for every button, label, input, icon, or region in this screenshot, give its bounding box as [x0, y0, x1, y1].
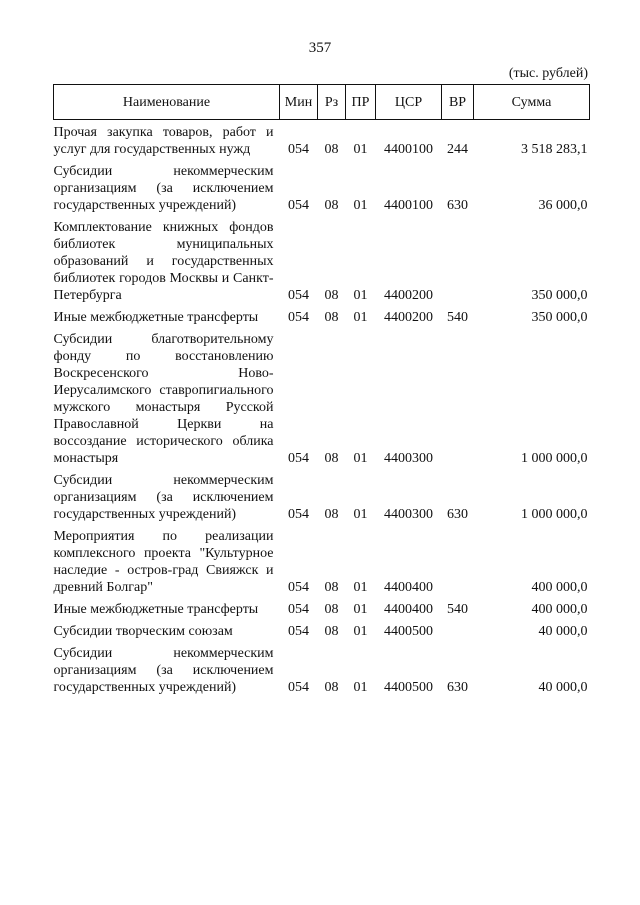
header-name: Наименование — [54, 85, 280, 120]
cell-min: 054 — [288, 198, 309, 213]
units-label: (тыс. рублей) — [508, 66, 588, 81]
cell-rz: 08 — [324, 507, 339, 522]
cell-name: Иные межбюджетные трансферты — [53, 602, 259, 617]
cell-vr — [442, 327, 474, 468]
table-row — [54, 468, 590, 524]
cell-csr: 4400300 — [384, 451, 433, 466]
cell-sum: 400 000,0 — [531, 602, 588, 617]
cell-min: 054 — [288, 580, 309, 595]
cell-min: 054 — [288, 142, 309, 157]
cell-vr: 540 — [447, 602, 468, 617]
cell-csr: 4400300 — [384, 507, 433, 522]
cell-name: Субсидии благотворительному фонду по восстановлению Воскресенского Ново-Иерусалимского ставропигиального мужского монастыря Русской Православной Церкви на воссоздание исторического облика монастыря — [53, 332, 274, 466]
cell-pr: 01 — [353, 142, 368, 157]
cell-csr: 4400100 — [384, 142, 433, 157]
cell-csr: 4400200 — [384, 288, 433, 303]
cell-name: Мероприятия по реализации комплексного проекта "Культурное наследие - остров-град Свияжск и древний Болгар" — [53, 529, 274, 595]
table-row — [54, 215, 590, 305]
cell-vr — [442, 524, 474, 597]
cell-pr: 01 — [353, 624, 368, 639]
cell-min: 054 — [288, 680, 309, 695]
cell-name: Субсидии некоммерческим организациям (за исключением государственных учреждений) — [53, 164, 274, 213]
cell-csr: 4400500 — [384, 624, 433, 639]
table-header-row — [54, 85, 590, 120]
cell-pr: 01 — [353, 451, 368, 466]
cell-rz: 08 — [324, 580, 339, 595]
cell-vr: 630 — [447, 680, 468, 695]
cell-csr: 4400400 — [384, 602, 433, 617]
cell-rz: 08 — [324, 602, 339, 617]
cell-name: Иные межбюджетные трансферты — [53, 310, 259, 325]
table-row — [54, 524, 590, 597]
cell-pr: 01 — [353, 288, 368, 303]
cell-sum: 1 000 000,0 — [521, 451, 588, 466]
cell-rz: 08 — [324, 451, 339, 466]
cell-pr: 01 — [353, 580, 368, 595]
budget-table — [53, 84, 590, 697]
cell-name: Субсидии некоммерческим организациям (за исключением государственных учреждений) — [53, 646, 274, 695]
cell-pr: 01 — [353, 198, 368, 213]
table-row — [54, 327, 590, 468]
cell-pr: 01 — [353, 602, 368, 617]
cell-min: 054 — [288, 602, 309, 617]
cell-sum: 350 000,0 — [531, 288, 588, 303]
cell-pr: 01 — [353, 680, 368, 695]
cell-sum: 40 000,0 — [538, 624, 588, 639]
table-row — [54, 641, 590, 697]
cell-sum: 1 000 000,0 — [521, 507, 588, 522]
cell-min: 054 — [288, 507, 309, 522]
cell-name: Комплектование книжных фондов библиотек муниципальных образований и государственных библиотек городов Москвы и Санкт-Петербурга — [53, 220, 274, 303]
cell-csr: 4400400 — [384, 580, 433, 595]
cell-name: Субсидии творческим союзам — [53, 624, 233, 639]
cell-csr: 4400500 — [384, 680, 433, 695]
cell-pr: 01 — [353, 507, 368, 522]
cell-rz: 08 — [324, 310, 339, 325]
cell-vr — [442, 215, 474, 305]
header-pr: ПР — [346, 85, 376, 120]
cell-vr — [442, 619, 474, 641]
cell-sum: 36 000,0 — [538, 198, 588, 213]
cell-rz: 08 — [324, 288, 339, 303]
cell-sum: 350 000,0 — [531, 310, 588, 325]
cell-min: 054 — [288, 451, 309, 466]
cell-pr: 01 — [353, 310, 368, 325]
cell-rz: 08 — [324, 680, 339, 695]
cell-sum: 3 518 283,1 — [521, 142, 588, 157]
cell-name: Прочая закупка товаров, работ и услуг для государственных нужд — [53, 125, 274, 157]
cell-vr: 630 — [447, 507, 468, 522]
cell-csr: 4400100 — [384, 198, 433, 213]
table-row — [54, 120, 590, 160]
header-rz: Рз — [318, 85, 346, 120]
cell-min: 054 — [288, 288, 309, 303]
header-sum: Сумма — [474, 85, 590, 120]
table-row — [54, 305, 590, 327]
cell-vr: 244 — [447, 142, 468, 157]
cell-rz: 08 — [324, 142, 339, 157]
table-row — [54, 159, 590, 215]
cell-sum: 40 000,0 — [538, 680, 588, 695]
cell-rz: 08 — [324, 198, 339, 213]
cell-csr: 4400200 — [384, 310, 433, 325]
cell-sum: 400 000,0 — [531, 580, 588, 595]
cell-min: 054 — [288, 624, 309, 639]
cell-vr: 630 — [447, 198, 468, 213]
table-row — [54, 597, 590, 619]
cell-name: Субсидии некоммерческим организациям (за исключением государственных учреждений) — [53, 473, 274, 522]
header-csr: ЦСР — [376, 85, 442, 120]
cell-rz: 08 — [324, 624, 339, 639]
cell-vr: 540 — [447, 310, 468, 325]
cell-min: 054 — [288, 310, 309, 325]
header-min: Мин — [280, 85, 318, 120]
header-vr: ВР — [442, 85, 474, 120]
page-number: 357 — [308, 40, 332, 56]
table-row — [54, 619, 590, 641]
